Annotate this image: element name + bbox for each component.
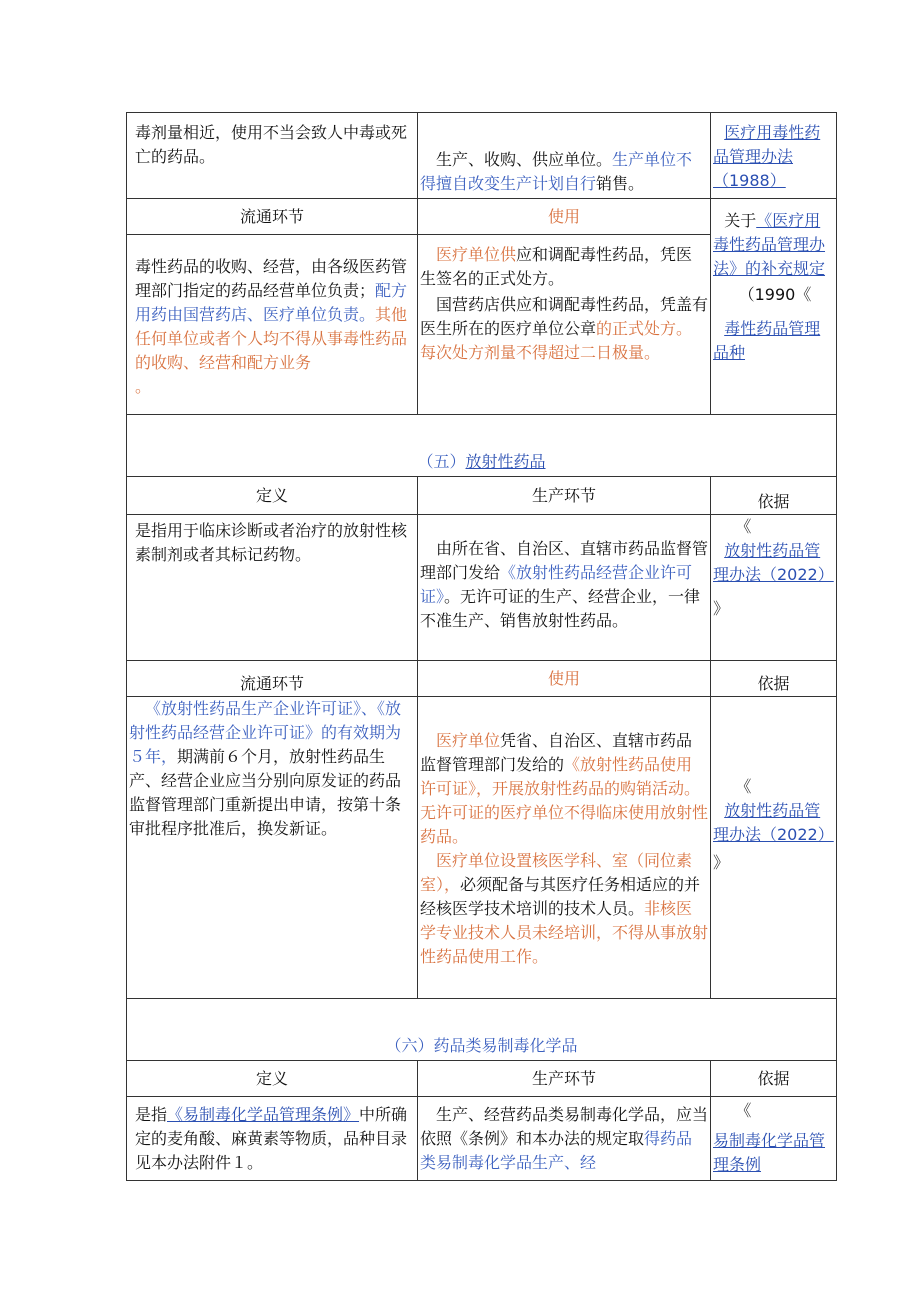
section5-basis-open: 《	[735, 517, 752, 536]
section6-definition-rest: 中所确定的麦角酸、麻黄素等物质，品种目录见本办法附件１。	[135, 1105, 408, 1172]
toxic-definition-cell	[127, 113, 418, 199]
section5-circulation-header: 流通环节	[127, 661, 418, 697]
toxic-definition-row	[127, 113, 837, 199]
regulation-table-page	[126, 112, 836, 1181]
toxic-production-note: 生产单位不得擅自改变生产计划自行	[420, 150, 693, 193]
section5-title	[127, 415, 837, 477]
toxic-circulation-end: 。	[135, 377, 152, 396]
section5-basis2-open: 《	[735, 777, 752, 796]
section5-use-restriction: 非核医学专业技术人员未经培训，不得从事放射性药品使用工作。	[420, 899, 709, 966]
toxic-use-unit: 医疗单位供	[436, 245, 517, 264]
section5-basis-header: 依据	[711, 477, 837, 515]
toxic-use-pharmacy: 国营药店供应和调配毒性药品，凭盖有医生所在的医疗单位公章	[420, 295, 709, 338]
section6-definition-row	[127, 1097, 837, 1181]
toxic-definition-text: 毒剂量相近，使用不当会致人中毒或死亡的药品。	[135, 123, 408, 166]
toxic-basis-year: （1990《	[738, 285, 812, 304]
toxic-use-cell	[418, 235, 711, 415]
section5-basis-link[interactable]: 放射性药品管理办法（2022）	[713, 541, 834, 584]
section5-basis-close: 》	[713, 599, 730, 618]
section5-header2-row	[127, 661, 837, 697]
toxic-basis-variety-link[interactable]: 毒性药品管理品种	[713, 319, 821, 362]
section5-title-link[interactable]: 放射性药品	[465, 452, 546, 471]
section5-title-row	[127, 415, 837, 477]
section6-production-cell	[418, 1097, 711, 1181]
section5-title-number: （五）	[417, 452, 466, 471]
section5-basis2-header: 依据	[711, 661, 837, 697]
section6-production-text: 生产、经营药品类易制毒化学品，应当依照《条例》和本办法的规定取	[420, 1105, 709, 1148]
toxic-circulation-cell	[127, 235, 418, 415]
toxic-circulation-note: 配方用药由国营药店、医疗单位负责。	[135, 281, 408, 324]
section5-use-dept: 医疗单位设置核医学科、室（同位素室），	[420, 851, 693, 894]
section6-production-license: 得药品类易制毒化学品生产、经	[420, 1129, 693, 1172]
section5-use-staff: 必须配备与其医疗任务相适应的并经核医学技术培训的技术人员。	[420, 875, 701, 918]
section5-circulation-text: 期满前６个月，放射性药品生产、经营企业应当分别向原发证的药品监督管理部门重新提出申请，按第十条审批程序批准后，换发新证。	[129, 747, 402, 838]
section5-use-warning: 无许可证的医疗单位不得临床使用放射性药品。	[420, 803, 709, 846]
section6-header-row	[127, 1061, 837, 1097]
toxic-header-row	[127, 199, 837, 235]
toxic-use-text: 应和调配毒性药品，凭医生签名的正式处方。	[420, 245, 693, 288]
section5-use-license: 《放射性药品使用许可证》，开展放射性药品的购销活动。	[420, 755, 701, 798]
toxic-use-limit: 的正式处方。每次处方剂量不得超过二日极量。	[420, 319, 693, 362]
toxic-basis-about: 关于	[724, 211, 757, 230]
section5-production-header: 生产环节	[418, 477, 711, 515]
section5-basis-cell	[711, 515, 837, 661]
toxic-basis-extra-cell	[711, 199, 837, 415]
section6-definition-header: 定义	[127, 1061, 418, 1097]
toxic-circulation-text: 毒性药品的收购、经营，由各级医药管理部门指定的药品经营单位负责；	[135, 257, 408, 300]
toxic-basis-cell	[711, 113, 837, 199]
section5-circulation-cell	[127, 697, 418, 999]
section5-basis2-link[interactable]: 放射性药品管理办法（2022）	[713, 801, 834, 844]
section6-basis-cell	[711, 1097, 837, 1181]
section5-definition-header: 定义	[127, 477, 418, 515]
section6-definition-link[interactable]: 《易制毒化学品管理条例》	[167, 1105, 360, 1124]
section5-circulation-row	[127, 697, 837, 999]
section5-circulation-license: 《放射性药品生产企业许可证》、《放射性药品经营企业许可证》的有效期为５年，	[129, 699, 402, 766]
toxic-production-text: 生产、收购、供应单位。	[436, 150, 613, 169]
section5-header-row	[127, 477, 837, 515]
section5-definition-text: 是指用于临床诊断或者治疗的放射性核素制剂或者其标记药物。	[135, 521, 408, 564]
section6-production-header: 生产环节	[418, 1061, 711, 1097]
section6-definition-cell	[127, 1097, 418, 1181]
section5-production-text: 由所在省、自治区、直辖市药品监督管理部门发给	[420, 539, 709, 582]
section6-title: （六）药品类易制毒化学品	[127, 999, 837, 1061]
section6-basis-link[interactable]: 易制毒化学品管理条例	[713, 1131, 826, 1174]
section5-basis2-cell	[711, 697, 837, 999]
section5-definition-cell	[127, 515, 418, 661]
section5-use-cell	[418, 697, 711, 999]
section5-production-license: 《放射性药品经营企业许可证》	[420, 563, 693, 606]
toxic-production-end: 销售。	[596, 174, 645, 193]
section5-use-header: 使用	[418, 661, 711, 697]
section5-definition-row	[127, 515, 837, 661]
section5-use-text: 凭省、自治区、直辖市药品监督管理部门发给的	[420, 731, 693, 774]
section5-production-end: 。无许可证的生产、经营企业，一律不准生产、销售放射性药品。	[420, 587, 701, 630]
section5-production-cell	[418, 515, 711, 661]
section6-basis-open: 《	[735, 1101, 752, 1120]
toxic-circulation-header: 流通环节	[127, 199, 418, 235]
toxic-use-header: 使用	[418, 199, 711, 235]
drug-regulation-table	[126, 112, 837, 1181]
toxic-basis-supplement-link[interactable]: 《医疗用毒性药品管理办法》的补充规定	[713, 211, 826, 278]
section6-title-row	[127, 999, 837, 1061]
toxic-basis-link[interactable]: 医疗用毒性药品管理办法（1988）	[713, 123, 821, 190]
toxic-circulation-warning: 其他任何单位或者个人均不得从事毒性药品的收购、经营和配方业务	[135, 305, 408, 372]
toxic-production-cell	[418, 113, 711, 199]
section6-definition-text: 是指	[135, 1105, 168, 1124]
section5-basis2-close: 》	[713, 853, 730, 872]
section5-use-unit: 医疗单位	[436, 731, 501, 750]
section6-basis-header: 依据	[711, 1061, 837, 1097]
